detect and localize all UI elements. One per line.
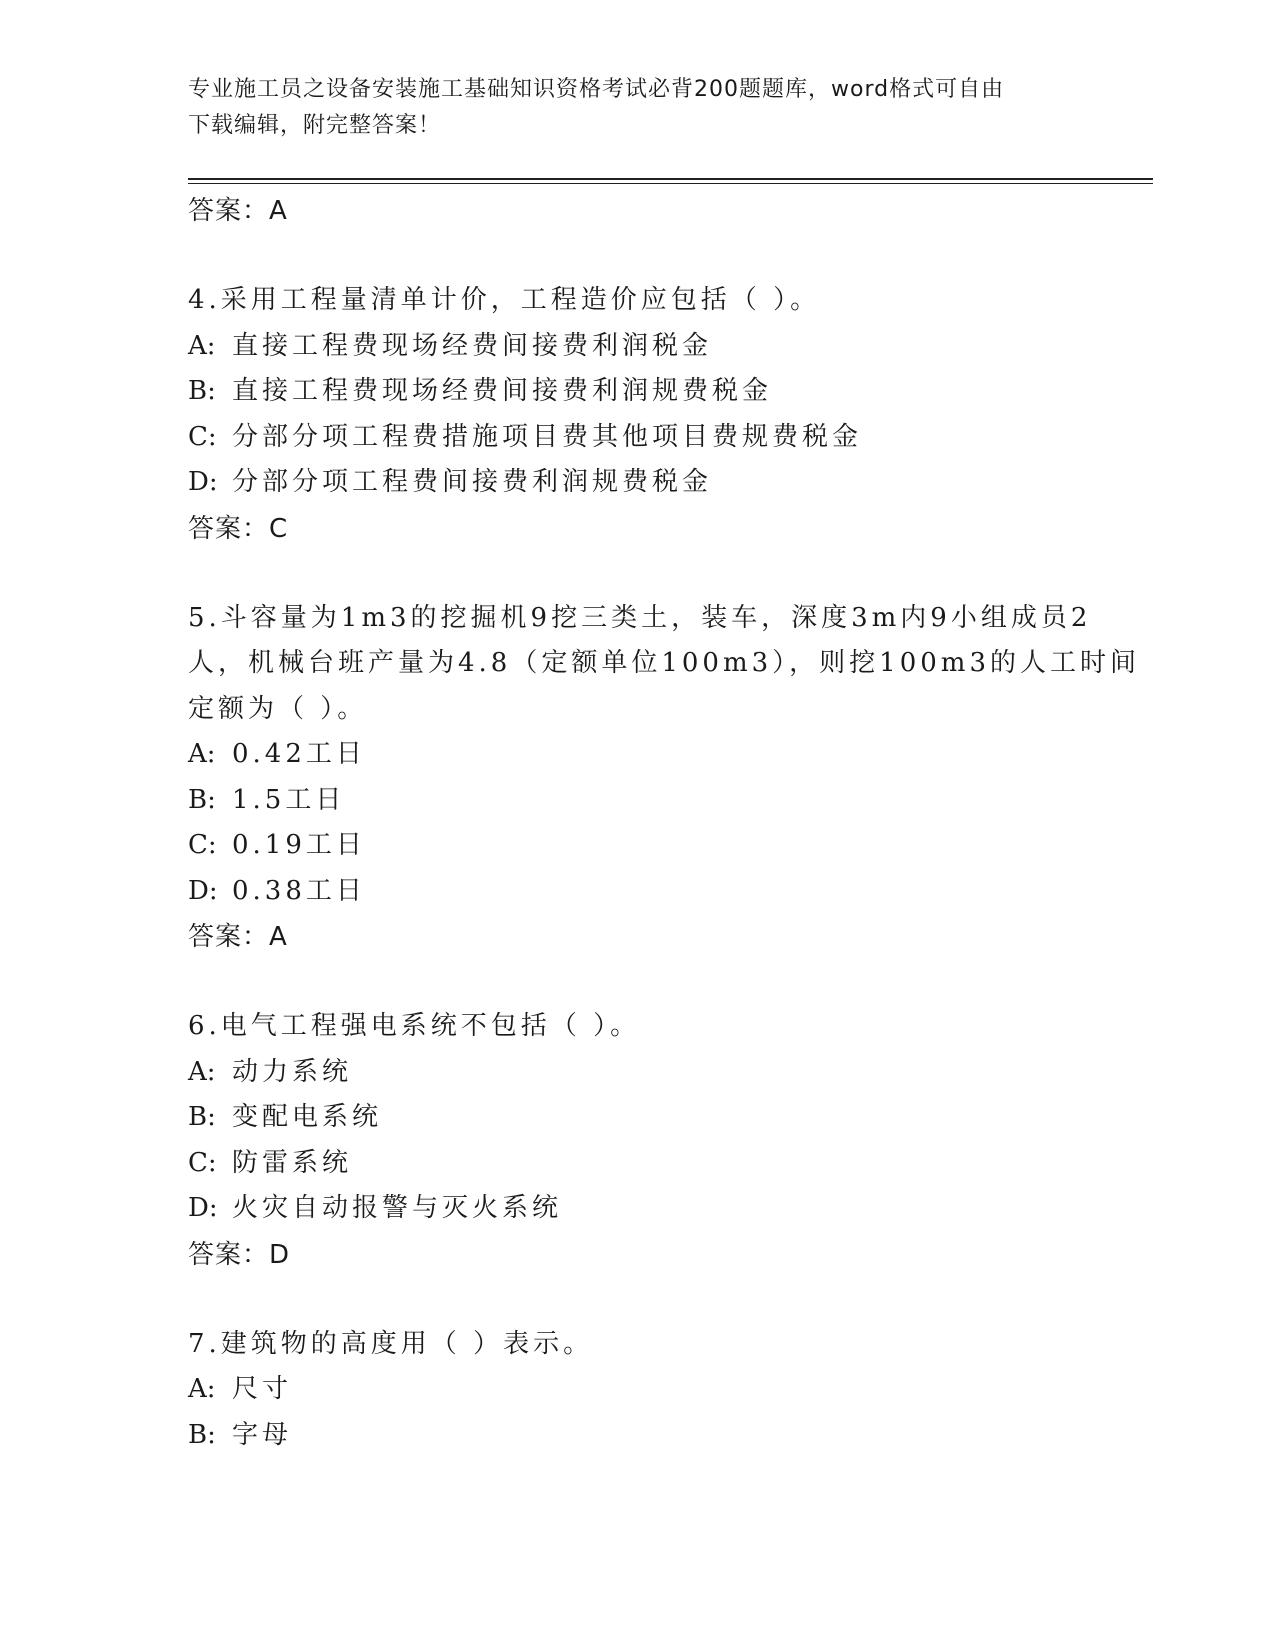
option-label: A: [188,1056,216,1087]
option-label: D: [188,1193,218,1223]
answer-prefix: 答案： [188,513,270,544]
option-item [188,1367,1088,1413]
option-item [188,1095,1088,1141]
question-gap [188,960,1088,1004]
question-text: 7.建筑物的高度用（ ）表示。 [188,1328,594,1359]
option-item [188,778,1088,824]
option-text: 尺寸 [232,1374,293,1404]
option-item [188,1141,1088,1187]
option-item [188,1413,1088,1459]
answer-value: D [269,1239,291,1270]
option-text: 动力系统 [232,1056,353,1087]
question-answer [188,1232,1088,1278]
header-divider-thick [188,178,1153,180]
option-label: B: [188,376,216,406]
question-list [188,188,1140,1458]
option-item [188,460,1088,506]
option-text: 直接工程费现场经费间接费利润税金 [232,330,713,361]
answer-value: A [269,196,288,226]
option-text: 1.5工日 [232,784,346,815]
question-text: 4.采用工程量清单计价，工程造价应包括（ ）。 [188,285,821,315]
header-line-1: 专业施工员之设备安装施工基础知识资格考试必背200题题库，word格式可自由 [188,77,1005,102]
question-block [188,1322,1088,1459]
option-item [188,369,1088,415]
option-text: 火灾自动报警与灭火系统 [232,1193,563,1223]
option-text: 分部分项工程费间接费利润规费税金 [232,467,713,497]
question-gap [188,234,1088,278]
option-item [188,1186,1088,1232]
option-text: 字母 [232,1419,293,1450]
option-text: 防雷系统 [232,1147,353,1178]
option-label: B: [188,1102,216,1132]
answer-value: C [269,513,289,544]
option-label: A: [188,1374,216,1404]
option-item [188,1050,1088,1096]
answer-prefix: 答案： [188,922,270,952]
option-label: B: [188,1419,216,1450]
document-header [188,72,1068,144]
answer-prefix: 答案： [188,1239,270,1270]
option-item [188,324,1088,370]
header-divider-thin [188,183,1153,184]
question-text: 人，机械台班产量为4.8（定额单位100m3），则挖100m3的人工时间 [188,648,1140,678]
option-text: 直接工程费现场经费间接费利润规费税金 [232,376,773,406]
option-text: 0.19工日 [232,830,366,860]
question-gap [188,552,1088,596]
option-item [188,823,1088,869]
option-label: A: [188,330,216,361]
answer-value: A [269,922,288,952]
question-text: 5.斗容量为1m3的挖掘机9挖三类土，装车，深度3m内9小组成员2 [188,602,1092,633]
option-label: C: [188,830,217,860]
option-text: 0.42工日 [232,739,366,769]
option-label: C: [188,421,217,452]
question-text: 定额为（ ）。 [188,693,368,724]
option-text: 分部分项工程费措施项目费其他项目费规费税金 [232,421,863,452]
answer-prefix: 答案： [188,196,270,226]
header-line-2: 下载编辑，附完整答案！ [188,113,442,138]
option-label: D: [188,467,218,497]
option-label: C: [188,1147,217,1178]
question-answer [188,506,1088,552]
option-item [188,732,1088,778]
question-gap [188,1278,1088,1322]
option-label: A: [188,739,216,769]
previous-answer [188,188,1088,234]
question-block [188,1004,1088,1278]
option-item [188,415,1088,461]
question-block [188,596,1140,961]
question-block [188,278,1088,552]
question-text: 6.电气工程强电系统不包括（ ）。 [188,1011,641,1041]
option-item [188,869,1088,915]
option-label: B: [188,784,216,815]
option-text: 0.38工日 [232,875,366,906]
question-answer [188,914,1088,960]
option-text: 变配电系统 [232,1102,383,1132]
option-label: D: [188,875,218,906]
